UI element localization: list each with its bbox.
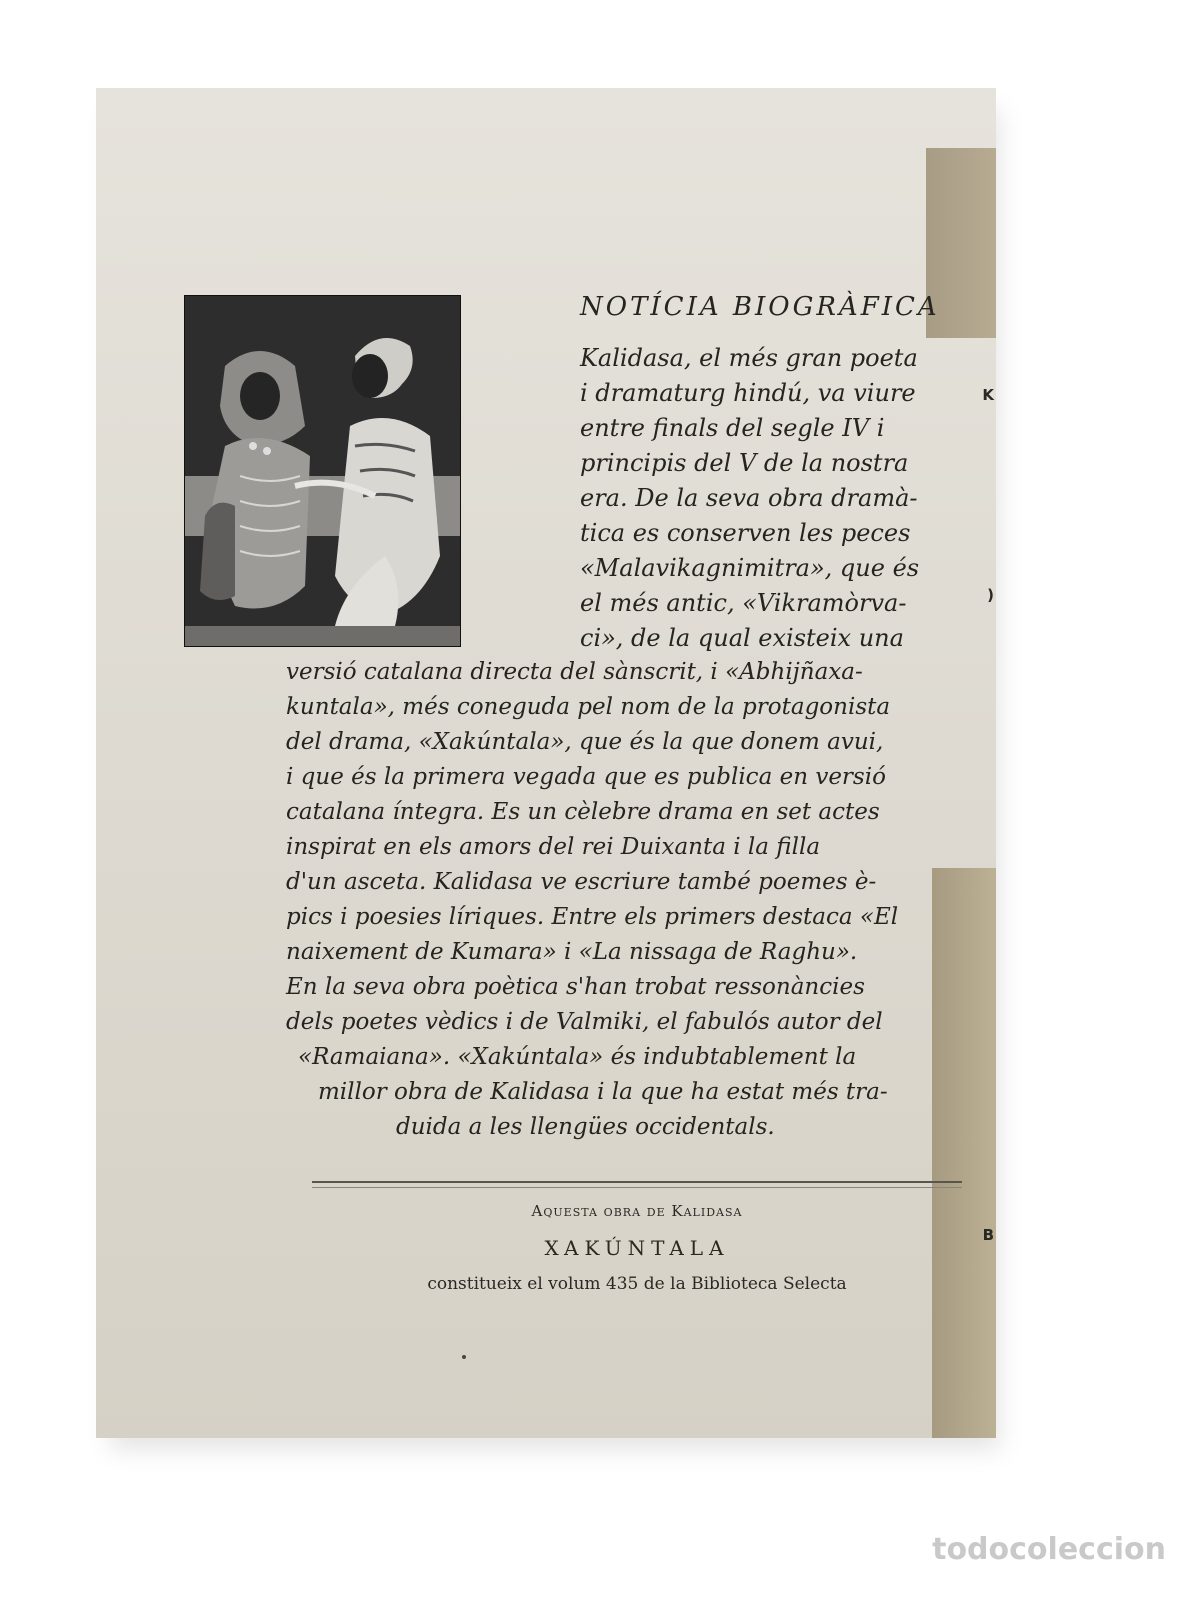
watermark-text: todocoleccion: [932, 1532, 1166, 1567]
paragraph-line: era. De la seva obra dramà-: [580, 484, 918, 512]
paragraph-line: versió catalana directa del sànscrit, i «Abhijñaxa-: [286, 659, 863, 685]
cover-illustration: [184, 295, 461, 647]
paragraph-line: naixement de Kumara» i «La nissaga de Raghu».: [286, 939, 858, 965]
biography-title: NOTÍCIA BIOGRÀFICA: [580, 292, 940, 322]
section-divider-thin: [312, 1187, 962, 1188]
paragraph-line: tica es conserven les peces: [580, 519, 911, 547]
paragraph-line: duida a les llengües occidentals.: [396, 1114, 775, 1140]
paragraph-line: «Ramaiana». «Xakúntala» és indubtablement la: [298, 1044, 857, 1070]
paragraph-line: millor obra de Kalidasa i la que ha estat més tra-: [318, 1079, 888, 1105]
paragraph-line: Kalidasa, el més gran poeta: [580, 344, 918, 372]
paragraph-line: «Malavikagnimitra», que és: [580, 554, 920, 582]
edge-letter: K: [982, 386, 994, 404]
colophon-book-title: XAKÚNTALA: [544, 1236, 730, 1260]
edge-letter: ): [987, 586, 994, 604]
paragraph-line: del drama, «Xakúntala», que és la que donem avui,: [286, 729, 884, 755]
paragraph-line: ci», de la qual existeix una: [580, 624, 904, 652]
paragraph-line: dels poetes vèdics i de Valmiki, el fabulós autor del: [286, 1009, 883, 1035]
paragraph-line: inspirat en els amors del rei Duixanta i la filla: [286, 834, 821, 860]
book-back-cover: [96, 88, 996, 1438]
colophon-volume-line: constitueix el volum 435 de la Biblioteca Selecta: [427, 1274, 847, 1294]
paragraph-line: kuntala», més coneguda pel nom de la protagonista: [286, 694, 891, 720]
paragraph-line: catalana íntegra. Es un cèlebre drama en set actes: [286, 799, 880, 825]
paragraph-line: d'un asceta. Kalidasa ve escriure també poemes è-: [286, 869, 877, 895]
spine-band-bottom: [932, 868, 996, 1438]
colophon-line-1: Aquesta obra de Kalidasa: [531, 1202, 743, 1220]
paragraph-line: i dramaturg hindú, va viure: [580, 379, 916, 407]
paragraph-line: el més antic, «Vikramòrva-: [580, 589, 907, 617]
section-divider: [312, 1181, 962, 1183]
paragraph-line: entre finals del segle IV i: [580, 414, 885, 442]
paragraph-line: i que és la primera vegada que es publica en versió: [286, 764, 886, 790]
paragraph-line: principis del V de la nostra: [580, 449, 909, 477]
paragraph-line: pics i poesies líriques. Entre els primers destaca «El: [286, 904, 899, 930]
ink-speck: [462, 1355, 466, 1359]
couple-illustration-icon: [185, 296, 460, 646]
paragraph-line: En la seva obra poètica s'han trobat ressonàncies: [286, 974, 865, 1000]
edge-letter: B: [982, 1226, 994, 1244]
